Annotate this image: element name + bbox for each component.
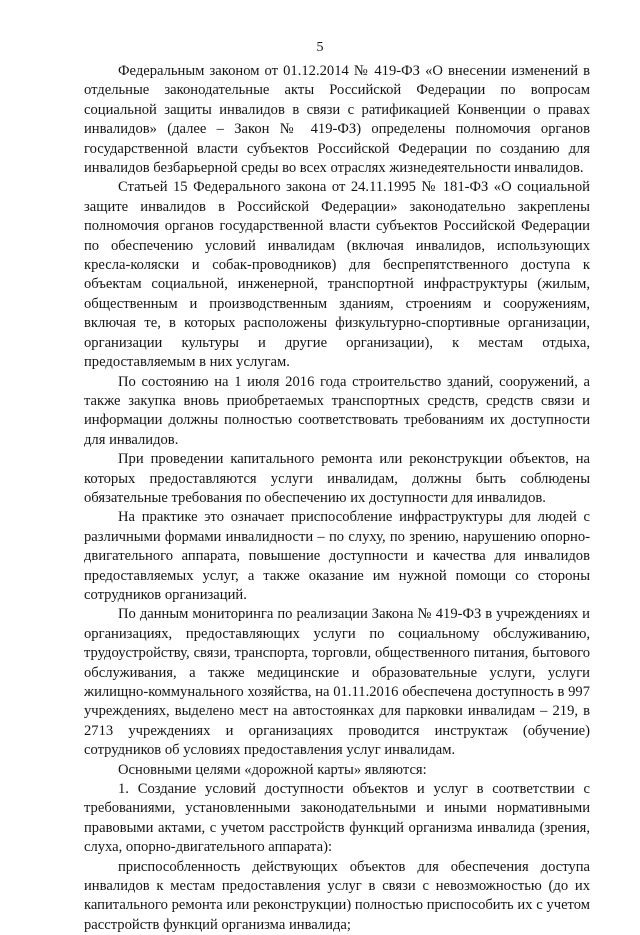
paragraph-law-419: Федеральным законом от 01.12.2014 № 419-ФЗ «О внесении изменений в отдельные законодательные акты Российской Федерации по вопросам социальной защиты инвалидов в связи с ратификацией Конвенции о правах инвалидов» (далее – Закон № 419-ФЗ) определены полномочия органов государственной власти субъектов Российской Федерации по созданию для инвалидов безбарьерной среды во всех отраслях жизнедеятельности инвалидов. (84, 63, 590, 177)
page-number: 5 (316, 40, 324, 55)
paragraph-july-2016: По состоянию на 1 июля 2016 года строительство зданий, сооружений, а также закупка вновь приобретаемых транспортных средств, средств связи и информации должны полностью соответствовать требованиям их доступности для инвалидов. (84, 373, 590, 448)
paragraph-adaptability: приспособленность действующих объектов для обеспечения доступа инвалидов к местам предоставления услуг в связи с невозможностью (до их капитального ремонта или реконструкции) полностью приспособить их с учетом расстройств функций организма инвалида; (84, 858, 590, 933)
paragraph-in-practice: На практике это означает приспособление инфраструктуры для людей с различными формами инвалидности – по слуху, по зрению, нарушению опорно-двигательного аппарата, повышение доступности и качества для инвалидов предоставляемых услуг, а также оказание им нужной помощи со стороны сотрудников организаций. (84, 509, 590, 603)
paragraph-monitoring: По данным мониторинга по реализации Закона № 419-ФЗ в учреждениях и организациях, предоставляющих услуги по социальному обслуживанию, трудоустройству, связи, транспорта, торговли, общественного питания, бытового обслуживания, а также медицинские и образовательные услуги, услуги жилищно-коммунального хозяйства, на 01.11.2016 обеспечена доступность в 997 учреждениях, выделено мест на автостоянках для парковки инвалидам – 219, в 2713 учреждениях и организациях проводится инструктаж (обучение) сотрудников об условиях предоставления услуг инвалидам. (84, 606, 590, 759)
paragraph-goal-1: 1. Создание условий доступности объектов и услуг в соответствии с требованиями, установленными законодательными и иными нормативными правовыми актами, с учетом расстройств функций организма инвалида (зрения, слуха, опорно-двигательного аппарата): (84, 781, 590, 856)
document-body (84, 62, 590, 935)
paragraph-article-15: Статьей 15 Федерального закона от 24.11.1995 № 181-ФЗ «О социальной защите инвалидов в Российской Федерации» законодательно закреплены полномочия органов государственной власти субъектов Российской Федерации по обеспечению условий инвалидам (включая инвалидов, использующих кресла-коляски и собак-проводников) для беспрепятственного доступа к объектам социальной, инженерной, транспортной инфраструктуры (жилым, общественным и производственным зданиям, строениям и сооружениям, включая те, в которых расположены физкультурно-спортивные организации, организации культуры и другие организации), к местам отдыха, предоставляемым в них услугам. (84, 179, 590, 371)
paragraph-roadmap-goals: Основными целями «дорожной карты» являются: (118, 761, 427, 778)
paragraph-capital-repair: При проведении капитального ремонта или реконструкции объектов, на которых предоставляются услуги инвалидам, должны быть соблюдены обязательные требования по обеспечению их доступности для инвалидов. (84, 451, 590, 506)
